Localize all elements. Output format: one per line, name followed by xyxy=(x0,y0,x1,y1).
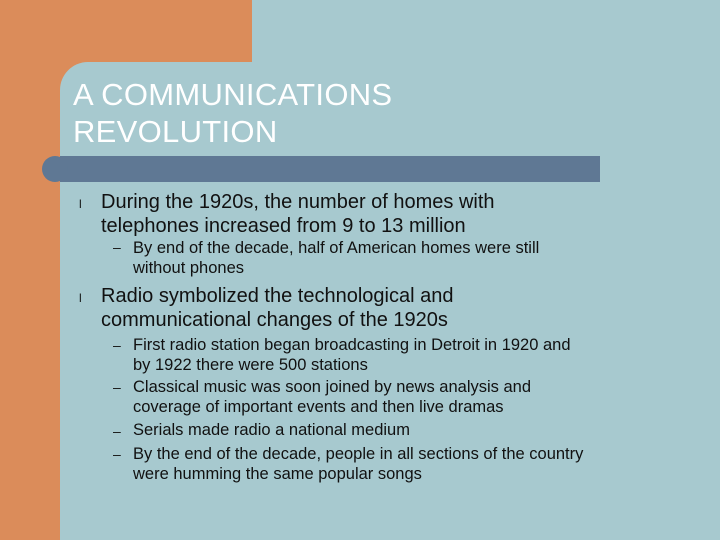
sub-bullet-dash: – xyxy=(113,337,121,353)
bullet-2-text xyxy=(101,284,453,332)
bullet-2-sub-2-line-1: Classical music was soon joined by news analysis and xyxy=(133,378,532,396)
bullet-1-sub-1-line-2: without phones xyxy=(133,259,244,277)
bullet-2-sub-3-text xyxy=(133,420,410,440)
bullet-1-line-1: During the 1920s, the number of homes with xyxy=(101,191,495,213)
bullet-2-sub-1-text xyxy=(133,335,571,375)
title-line-2: REVOLUTION xyxy=(73,114,278,149)
bullet-2-sub-1-line-1: First radio station began broadcasting in Detroit in 1920 and xyxy=(133,336,571,354)
bullet-2-sub-2-text xyxy=(133,377,531,417)
bullet-2-line-2: communicational changes of the 1920s xyxy=(101,309,448,331)
sub-bullet-dash: – xyxy=(113,239,121,255)
sub-bullet-dash: – xyxy=(113,423,121,439)
bullet-1-text xyxy=(101,190,495,238)
sub-bullet-dash: – xyxy=(113,446,121,462)
bullet-2-sub-4-line-1: By the end of the decade, people in all sections of the country xyxy=(133,445,584,463)
bullet-1-sub-1-text xyxy=(133,238,539,278)
bullet-2-sub-4-text xyxy=(133,444,583,484)
bullet-1-line-2: telephones increased from 9 to 13 million xyxy=(101,215,466,237)
bullet-2-sub-1-line-2: by 1922 there were 500 stations xyxy=(133,356,368,374)
title-line-1: A COMMUNICATIONS xyxy=(73,77,393,112)
sub-bullet-dash: – xyxy=(113,379,121,395)
bullet-2-line-1: Radio symbolized the technological and xyxy=(101,285,454,307)
bullet-1-sub-1-line-1: By end of the decade, half of American homes were still xyxy=(133,239,540,257)
slide-title xyxy=(73,76,392,150)
title-underline-bar xyxy=(60,156,600,182)
bullet-2-sub-2-line-2: coverage of important events and then live dramas xyxy=(133,398,504,416)
bullet-marker: l xyxy=(79,197,82,211)
bullet-2-sub-4-line-2: were humming the same popular songs xyxy=(133,465,422,483)
bullet-marker: l xyxy=(79,291,82,305)
bullet-2-sub-3-line-1: Serials made radio a national medium xyxy=(133,421,410,439)
